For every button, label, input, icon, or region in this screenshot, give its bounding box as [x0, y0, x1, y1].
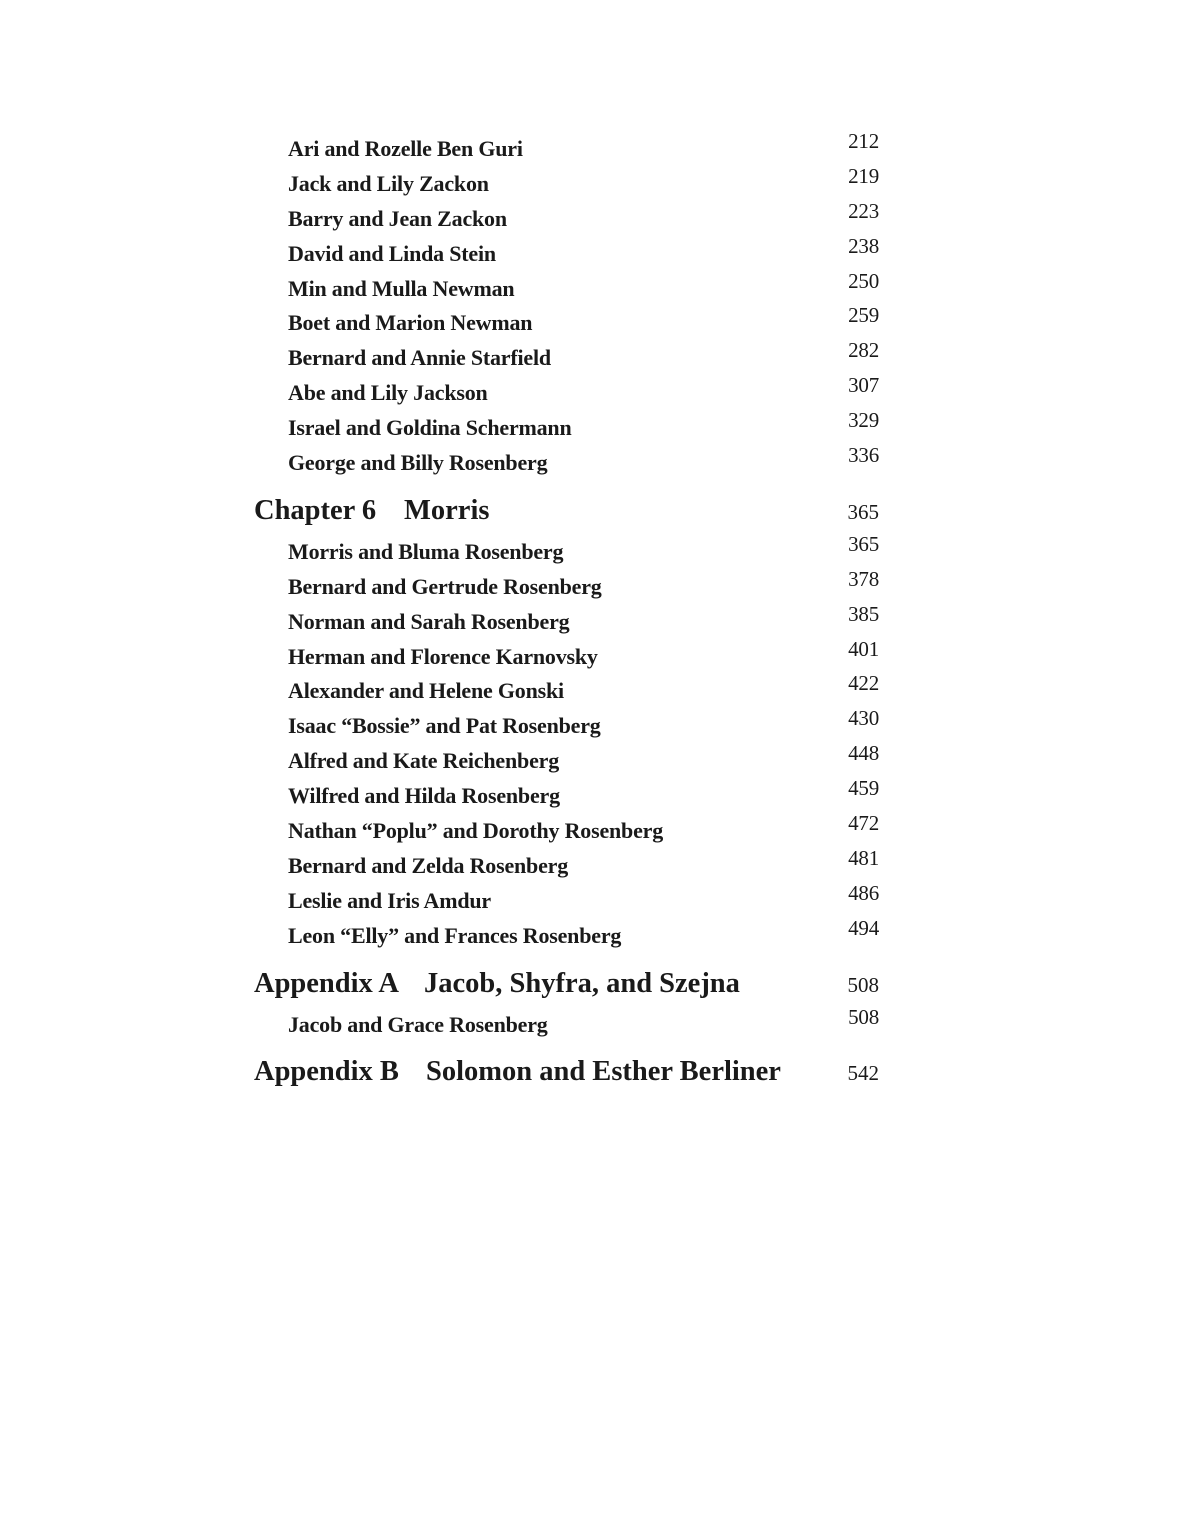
chapter-title: Morris: [404, 494, 490, 526]
entry-name: Norman and Sarah Rosenberg: [288, 608, 570, 634]
appendix-a-heading[interactable]: [254, 964, 879, 1004]
entry-page-number: 430: [848, 706, 879, 731]
toc-entry[interactable]: [254, 775, 879, 810]
entry-page-number: 494: [848, 915, 879, 940]
entry-name: Wilfred and Hilda Rosenberg: [288, 783, 560, 809]
entry-page-number: 401: [848, 636, 879, 661]
toc-entry[interactable]: [254, 233, 879, 268]
appendix-a-entries: [254, 1004, 879, 1039]
toc-entry[interactable]: [254, 705, 879, 740]
toc-entry[interactable]: [254, 601, 879, 636]
toc-entry[interactable]: [254, 268, 879, 303]
entry-page-number: 486: [848, 880, 879, 905]
entry-page-number: 212: [848, 129, 879, 153]
entry-page-number: 481: [848, 845, 879, 870]
toc-entry[interactable]: [254, 810, 879, 845]
entry-name: Herman and Florence Karnovsky: [288, 643, 598, 669]
toc-entry[interactable]: [254, 740, 879, 775]
entry-name: Nathan “Poplu” and Dorothy Rosenberg: [288, 818, 664, 844]
entry-page-number: 336: [848, 443, 879, 468]
entry-name: Morris and Bluma Rosenberg: [288, 538, 564, 564]
chapter-heading[interactable]: [254, 491, 879, 531]
toc-entry[interactable]: [254, 163, 879, 198]
entry-name: Barry and Jean Zackon: [288, 205, 507, 231]
toc-entry[interactable]: [254, 302, 879, 337]
entry-page-number: 508: [848, 1004, 879, 1029]
toc-entry[interactable]: [254, 636, 879, 671]
appendix-title: Solomon and Esther Berliner: [426, 1056, 781, 1088]
entry-name: Alfred and Kate Reichenberg: [288, 748, 559, 774]
toc-entry[interactable]: [254, 372, 879, 407]
entry-name: Israel and Goldina Schermann: [288, 415, 572, 441]
entry-page-number: 219: [848, 163, 879, 188]
appendix-title: Jacob, Shyfra, and Szejna: [424, 967, 740, 999]
entry-name: Leslie and Iris Amdur: [288, 887, 491, 913]
entry-page-number: 238: [848, 233, 879, 258]
entry-page-number: 365: [848, 531, 879, 556]
entry-page-number: 250: [848, 268, 879, 293]
entry-name: Alexander and Helene Gonski: [288, 678, 564, 704]
chapter6-entries: [254, 531, 879, 950]
entry-page-number: 459: [848, 776, 879, 801]
entry-page-number: 223: [848, 198, 879, 223]
entry-page-number: 472: [848, 811, 879, 836]
entry-page-number: 307: [848, 373, 879, 398]
entry-page-number: 448: [848, 741, 879, 766]
entry-name: Bernard and Gertrude Rosenberg: [288, 573, 602, 599]
entry-name: Abe and Lily Jackson: [288, 380, 488, 406]
entry-name: George and Billy Rosenberg: [288, 450, 548, 476]
toc-entry[interactable]: [254, 128, 879, 163]
entry-page-number: 329: [848, 408, 879, 433]
toc-entry[interactable]: [254, 337, 879, 372]
toc-entry[interactable]: [254, 1004, 879, 1039]
entry-name: Bernard and Annie Starfield: [288, 345, 551, 371]
chapter-page-number: 365: [847, 499, 879, 524]
toc-entry[interactable]: [254, 198, 879, 233]
appendix-label: Appendix B: [254, 1056, 399, 1088]
toc-entry[interactable]: [254, 880, 879, 915]
entry-name: Jack and Lily Zackon: [288, 170, 489, 196]
entry-page-number: 378: [848, 566, 879, 591]
toc-entry[interactable]: [254, 670, 879, 705]
entry-name: Jacob and Grace Rosenberg: [288, 1011, 548, 1037]
appendix-page-number: 542: [847, 1061, 879, 1086]
toc-entry[interactable]: [254, 915, 879, 950]
entry-page-number: 385: [848, 601, 879, 626]
appendix-b-heading[interactable]: [254, 1052, 879, 1092]
entry-name: Boet and Marion Newman: [288, 310, 533, 336]
entry-name: Isaac “Bossie” and Pat Rosenberg: [288, 713, 601, 739]
toc-entry[interactable]: [254, 845, 879, 880]
toc-entry[interactable]: [254, 566, 879, 601]
entry-name: David and Linda Stein: [288, 240, 496, 266]
toc-entry[interactable]: [254, 407, 879, 442]
entry-name: Leon “Elly” and Frances Rosenberg: [288, 922, 622, 948]
entry-name: Bernard and Zelda Rosenberg: [288, 852, 569, 878]
appendix-label: Appendix A: [254, 967, 399, 999]
toc-entry[interactable]: [254, 442, 879, 477]
chapter-label: Chapter 6: [254, 494, 377, 526]
appendix-page-number: 508: [847, 972, 879, 997]
table-of-contents: [254, 128, 879, 1092]
intro-entries: [254, 128, 879, 477]
toc-entry[interactable]: [254, 531, 879, 566]
entry-page-number: 259: [848, 303, 879, 328]
entry-name: Min and Mulla Newman: [288, 275, 515, 301]
entry-name: Ari and Rozelle Ben Guri: [288, 136, 523, 161]
entry-page-number: 282: [848, 338, 879, 363]
entry-page-number: 422: [848, 671, 879, 696]
